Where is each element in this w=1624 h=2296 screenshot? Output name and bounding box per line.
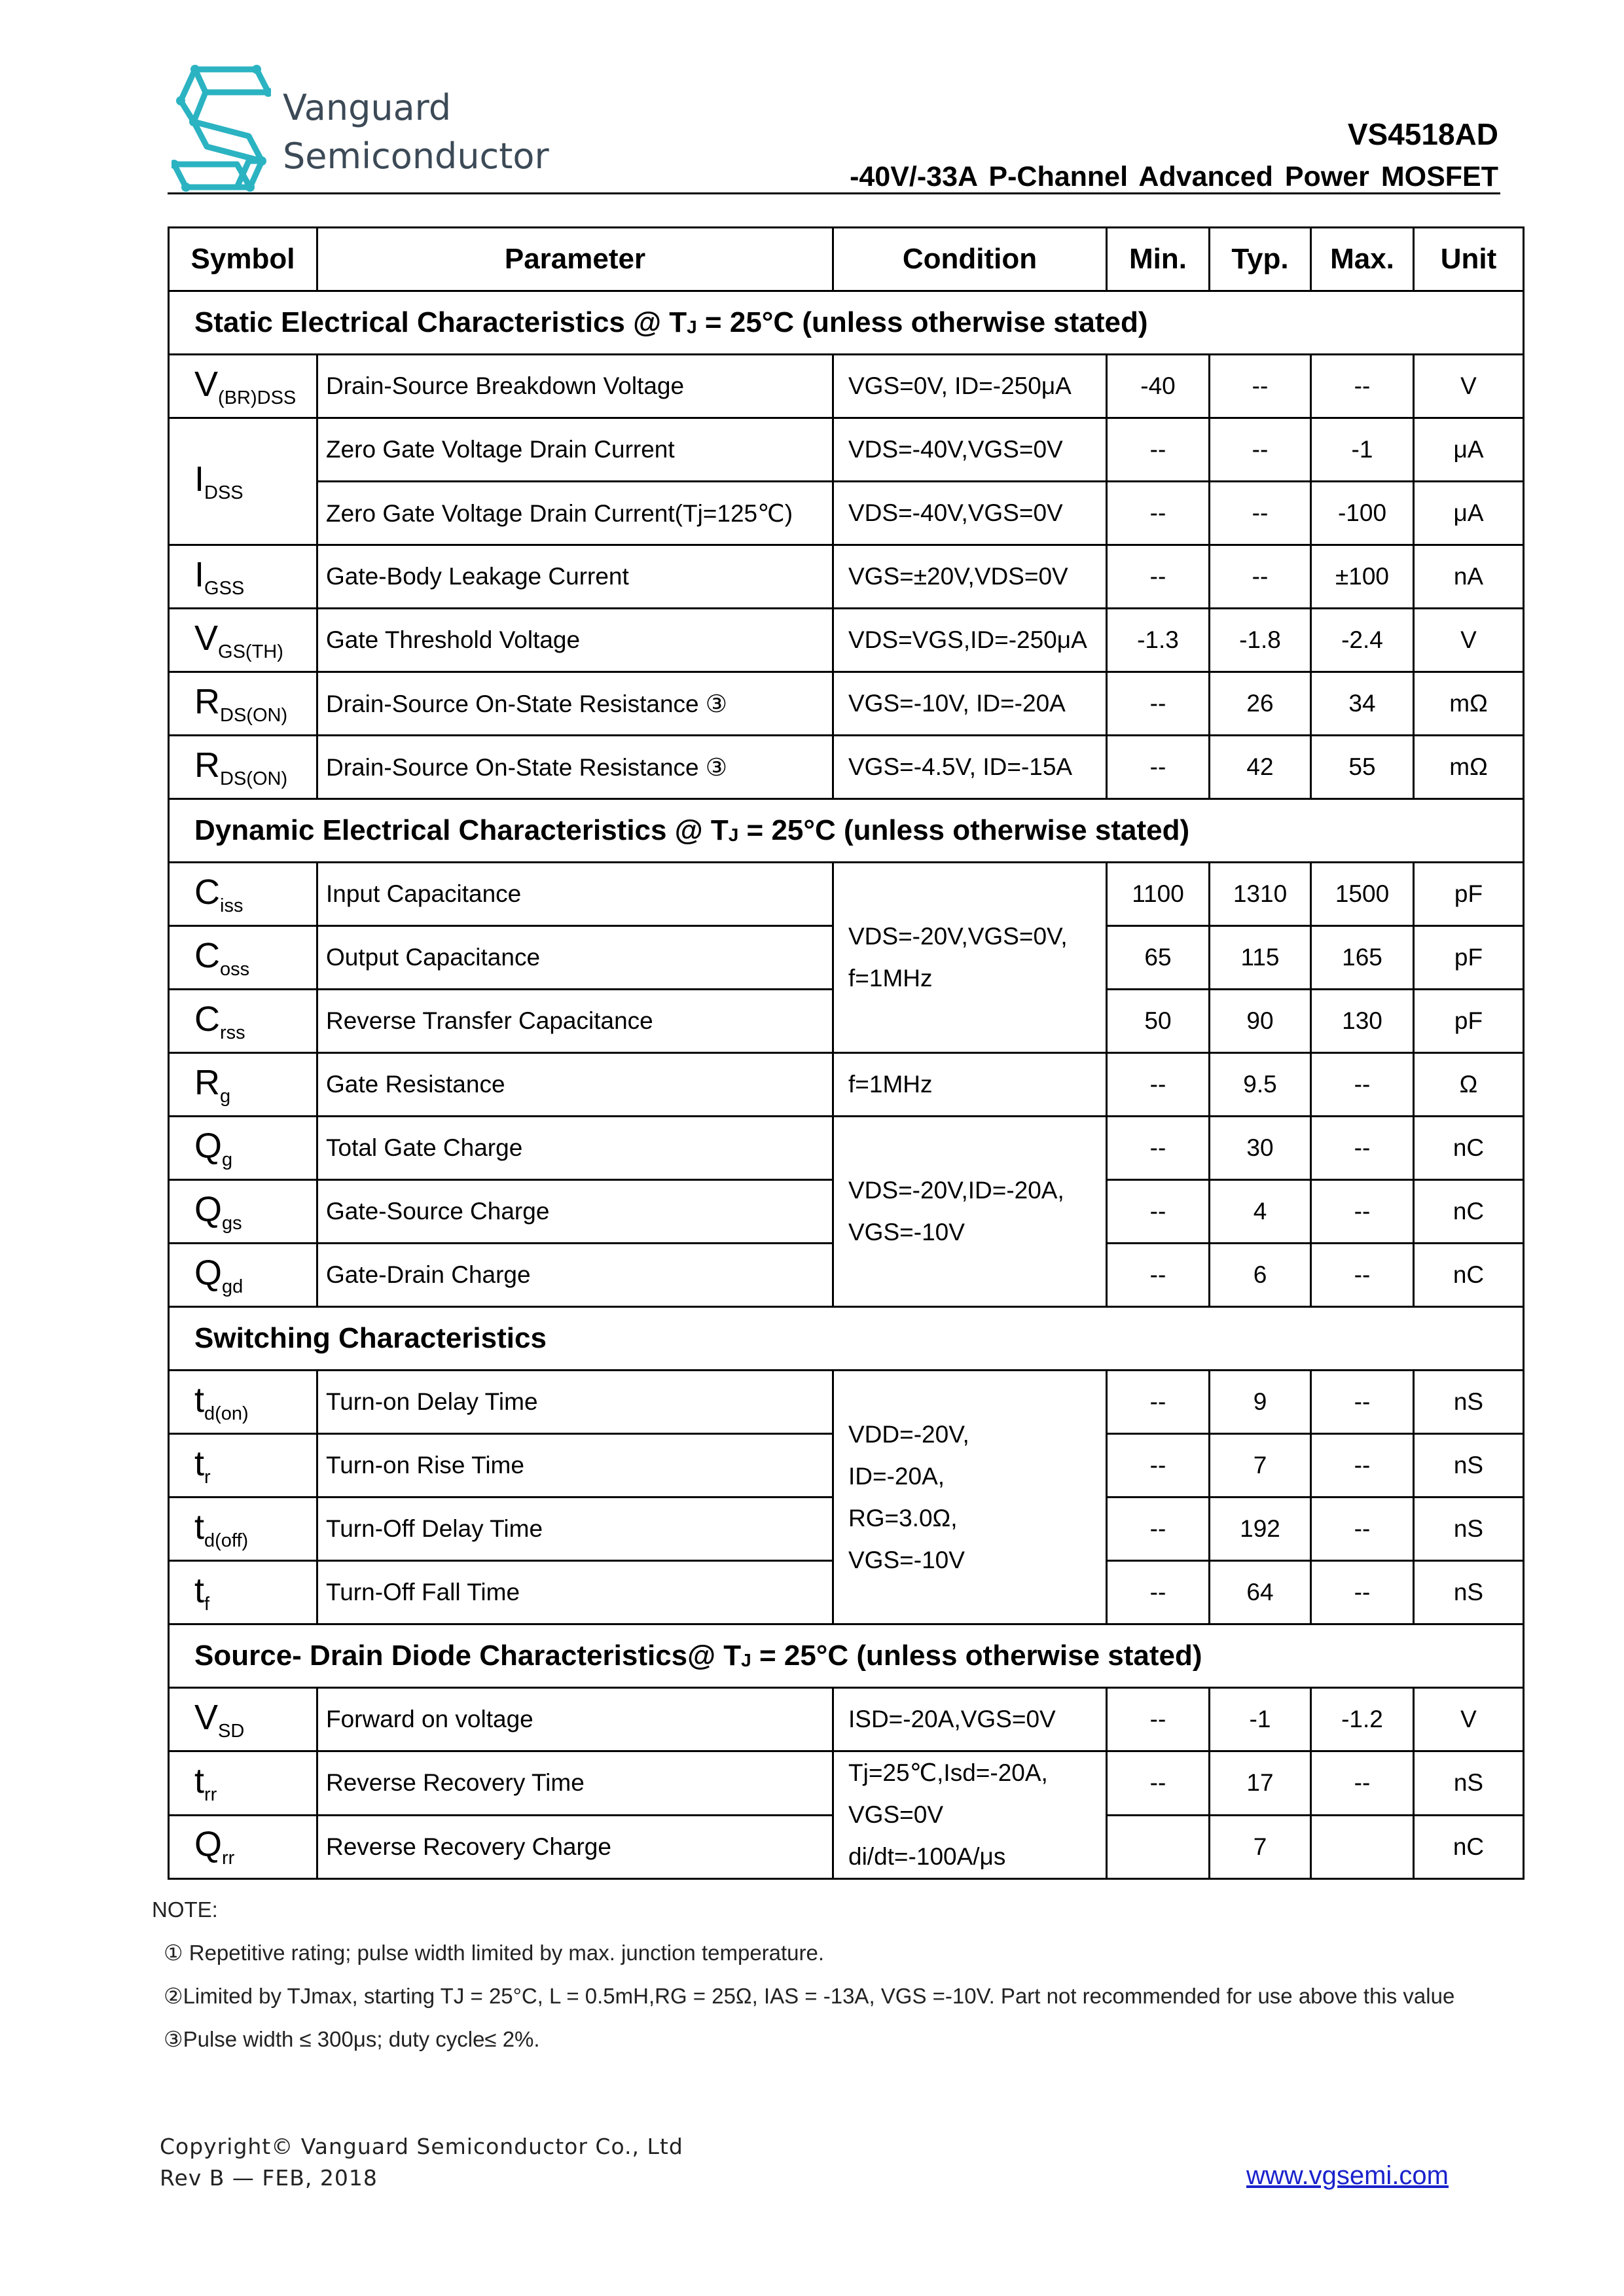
typ-cell: 17 xyxy=(1210,1751,1311,1816)
condition-cell xyxy=(833,1117,1107,1307)
typ-cell: 7 xyxy=(1210,1434,1311,1498)
symbol: t xyxy=(194,1443,205,1483)
min-cell: -- xyxy=(1107,1371,1210,1434)
table-row xyxy=(169,1688,1524,1751)
typ-cell: -- xyxy=(1210,545,1311,609)
company-name xyxy=(283,84,549,181)
condition-line: RG=3.0Ω, xyxy=(848,1504,958,1532)
condition-line: VGS=-10V xyxy=(848,1546,965,1573)
parameter-cell: Drain-Source Breakdown Voltage xyxy=(317,355,833,418)
symbol: t xyxy=(194,1570,205,1610)
symbol-subscript: iss xyxy=(220,895,244,916)
symbol: t xyxy=(194,1761,205,1801)
col-header-parameter: Parameter xyxy=(317,228,833,291)
symbol-subscript: oss xyxy=(220,958,250,980)
symbol-subscript: g xyxy=(222,1149,233,1170)
symbol-subscript: gs xyxy=(222,1212,242,1234)
symbol-subscript: DSS xyxy=(204,482,244,503)
condition-cell xyxy=(833,863,1107,1053)
vanguard-logo xyxy=(171,63,271,194)
section-text: = 25°C (unless otherwise stated) xyxy=(696,306,1148,338)
col-header-unit: Unit xyxy=(1414,228,1524,291)
min-cell: -- xyxy=(1107,418,1210,482)
symbol-cell xyxy=(169,1117,317,1180)
symbol-cell xyxy=(169,926,317,990)
symbol: I xyxy=(194,459,205,499)
symbol: V xyxy=(194,1697,219,1737)
max-cell: ±100 xyxy=(1311,545,1414,609)
typ-cell: 42 xyxy=(1210,736,1311,799)
symbol: Q xyxy=(194,1189,223,1229)
max-cell: 34 xyxy=(1311,672,1414,736)
typ-cell: 30 xyxy=(1210,1117,1311,1180)
max-cell: -- xyxy=(1311,1244,1414,1307)
parameter-cell: Gate Threshold Voltage xyxy=(317,609,833,672)
symbol: t xyxy=(194,1380,205,1420)
section-subscript: J xyxy=(728,825,739,845)
table-header-row xyxy=(169,228,1524,291)
document-subtitle: -40V/-33A P-Channel Advanced Power MOSFET xyxy=(850,161,1498,192)
symbol-cell xyxy=(169,672,317,736)
symbol-subscript: r xyxy=(204,1466,211,1488)
symbol-subscript: g xyxy=(220,1085,231,1107)
symbol: R xyxy=(194,1062,220,1102)
parameter-cell: Drain-Source On-State Resistance ③ xyxy=(317,736,833,799)
max-cell: -- xyxy=(1311,1371,1414,1434)
section-row-static xyxy=(169,291,1524,355)
table-row xyxy=(169,1751,1524,1816)
min-cell: -- xyxy=(1107,1561,1210,1624)
table-row xyxy=(169,1371,1524,1434)
table-row xyxy=(169,418,1524,482)
unit-cell: mΩ xyxy=(1414,736,1524,799)
note-1: ① Repetitive rating; pulse width limited by max. junction temperature. xyxy=(164,1941,825,1965)
condition-line: VGS=0V xyxy=(848,1801,944,1828)
max-cell: -- xyxy=(1311,1434,1414,1498)
symbol-cell xyxy=(169,1561,317,1624)
symbol-subscript: f xyxy=(204,1593,210,1615)
typ-cell: -- xyxy=(1210,355,1311,418)
company-name-line1: Vanguard xyxy=(283,87,452,128)
table-row xyxy=(169,609,1524,672)
condition-cell: f=1MHz xyxy=(833,1053,1107,1117)
symbol-subscript: (BR)DSS xyxy=(218,387,297,408)
section-row-switching xyxy=(169,1307,1524,1371)
symbol-subscript: DS(ON) xyxy=(220,768,288,789)
min-cell: 1100 xyxy=(1107,863,1210,926)
typ-cell: 6 xyxy=(1210,1244,1311,1307)
parameter-cell: Output Capacitance xyxy=(317,926,833,990)
typ-cell: 192 xyxy=(1210,1498,1311,1561)
min-cell: -- xyxy=(1107,736,1210,799)
symbol-subscript: DS(ON) xyxy=(220,704,288,726)
section-text: = 25°C (unless otherwise stated) xyxy=(751,1640,1202,1672)
unit-cell: Ω xyxy=(1414,1053,1524,1117)
max-cell: -- xyxy=(1311,1053,1414,1117)
parameter-cell: Drain-Source On-State Resistance ③ xyxy=(317,672,833,736)
parameter-cell: Zero Gate Voltage Drain Current xyxy=(317,418,833,482)
max-cell: -- xyxy=(1311,1117,1414,1180)
symbol: t xyxy=(194,1507,205,1547)
unit-cell: nS xyxy=(1414,1434,1524,1498)
website-link[interactable]: www.vgsemi.com xyxy=(1246,2161,1449,2190)
symbol: Q xyxy=(194,1126,223,1166)
min-cell: -- xyxy=(1107,1244,1210,1307)
table-row xyxy=(169,672,1524,736)
parameter-cell: Turn-on Delay Time xyxy=(317,1371,833,1434)
symbol-cell xyxy=(169,418,317,545)
symbol-cell xyxy=(169,609,317,672)
max-cell: -- xyxy=(1311,1751,1414,1816)
table-row xyxy=(169,355,1524,418)
symbol-subscript: rr xyxy=(222,1848,235,1869)
typ-cell: 9.5 xyxy=(1210,1053,1311,1117)
min-cell xyxy=(1107,1815,1210,1879)
symbol-subscript: SD xyxy=(218,1720,245,1742)
table-row xyxy=(169,545,1524,609)
symbol-cell xyxy=(169,1244,317,1307)
min-cell: -- xyxy=(1107,1053,1210,1117)
condition-line: di/dt=-100A/μs xyxy=(848,1843,1006,1870)
part-number: VS4518AD xyxy=(1347,117,1498,151)
section-title-diode xyxy=(169,1624,1524,1688)
section-text: Dynamic Electrical Characteristics @ T xyxy=(194,814,729,846)
symbol: C xyxy=(194,935,220,975)
condition-line: VDD=-20V, xyxy=(848,1420,969,1448)
condition-cell xyxy=(833,1371,1107,1624)
typ-cell: 7 xyxy=(1210,1815,1311,1879)
max-cell: -1.2 xyxy=(1311,1688,1414,1751)
symbol: C xyxy=(194,872,220,912)
condition-cell: VGS=0V, ID=-250μA xyxy=(833,355,1107,418)
section-text: Source- Drain Diode Characteristics@ T xyxy=(194,1640,742,1672)
symbol-subscript: d(on) xyxy=(204,1403,249,1424)
parameter-cell: Turn-Off Delay Time xyxy=(317,1498,833,1561)
section-row-dynamic xyxy=(169,799,1524,863)
revision: Rev B — FEB, 2018 xyxy=(160,2165,378,2191)
copyright: Copyright© Vanguard Semiconductor Co., Ltd xyxy=(160,2134,683,2159)
min-cell: -- xyxy=(1107,1434,1210,1498)
typ-cell: 115 xyxy=(1210,926,1311,990)
symbol-subscript: rss xyxy=(220,1022,245,1043)
unit-cell: nC xyxy=(1414,1180,1524,1244)
min-cell: -- xyxy=(1107,1498,1210,1561)
min-cell: -1.3 xyxy=(1107,609,1210,672)
symbol: I xyxy=(194,554,205,594)
notes-section xyxy=(152,1888,1454,2061)
parameter-cell: Gate Resistance xyxy=(317,1053,833,1117)
max-cell: -1 xyxy=(1311,418,1414,482)
unit-cell: μA xyxy=(1414,418,1524,482)
symbol: R xyxy=(194,745,220,785)
section-text: = 25°C (unless otherwise stated) xyxy=(738,814,1190,846)
unit-cell: nS xyxy=(1414,1561,1524,1624)
parameter-cell: Gate-Drain Charge xyxy=(317,1244,833,1307)
footer-info xyxy=(160,2131,683,2194)
unit-cell: nC xyxy=(1414,1117,1524,1180)
table-row xyxy=(169,1117,1524,1180)
min-cell: -40 xyxy=(1107,355,1210,418)
condition-line: VDS=-20V,ID=-20A, xyxy=(848,1177,1064,1204)
min-cell: -- xyxy=(1107,672,1210,736)
unit-cell: pF xyxy=(1414,990,1524,1053)
max-cell: 55 xyxy=(1311,736,1414,799)
section-subscript: J xyxy=(741,1650,751,1670)
condition-cell: ISD=-20A,VGS=0V xyxy=(833,1688,1107,1751)
max-cell xyxy=(1311,1815,1414,1879)
typ-cell: 1310 xyxy=(1210,863,1311,926)
note-2: ②Limited by TJmax, starting TJ = 25°C, L = 0.5mH,RG = 25Ω, IAS = -13A, VGS =-10V. Part not recommended for use above this value xyxy=(164,1984,1455,2008)
section-subscript: J xyxy=(687,317,697,337)
typ-cell: 4 xyxy=(1210,1180,1311,1244)
symbol: V xyxy=(194,618,219,658)
symbol-subscript: GSS xyxy=(204,577,245,599)
min-cell: -- xyxy=(1107,1117,1210,1180)
section-title-static xyxy=(169,291,1524,355)
symbol: C xyxy=(194,999,220,1039)
symbol-subscript: GS(TH) xyxy=(218,641,283,662)
symbol: V xyxy=(194,364,219,404)
unit-cell: μA xyxy=(1414,482,1524,545)
note-3: ③Pulse width ≤ 300μs; duty cycle≤ 2%. xyxy=(164,2027,540,2051)
electrical-characteristics-table xyxy=(168,226,1525,1880)
min-cell: -- xyxy=(1107,1688,1210,1751)
parameter-cell: Gate-Body Leakage Current xyxy=(317,545,833,609)
col-header-max: Max. xyxy=(1311,228,1414,291)
col-header-symbol: Symbol xyxy=(169,228,317,291)
parameter-cell: Input Capacitance xyxy=(317,863,833,926)
symbol: Q xyxy=(194,1825,223,1865)
unit-cell: nC xyxy=(1414,1244,1524,1307)
condition-cell: VGS=-10V, ID=-20A xyxy=(833,672,1107,736)
condition-cell: VDS=VGS,ID=-250μA xyxy=(833,609,1107,672)
unit-cell: nS xyxy=(1414,1751,1524,1816)
unit-cell: pF xyxy=(1414,863,1524,926)
section-title-dynamic xyxy=(169,799,1524,863)
max-cell: 130 xyxy=(1311,990,1414,1053)
max-cell: 1500 xyxy=(1311,863,1414,926)
unit-cell: mΩ xyxy=(1414,672,1524,736)
unit-cell: V xyxy=(1414,355,1524,418)
condition-cell: VDS=-40V,VGS=0V xyxy=(833,482,1107,545)
symbol-subscript: rr xyxy=(204,1784,217,1805)
parameter-cell: Gate-Source Charge xyxy=(317,1180,833,1244)
max-cell: -- xyxy=(1311,1180,1414,1244)
unit-cell: pF xyxy=(1414,926,1524,990)
symbol-cell xyxy=(169,1751,317,1816)
condition-cell: VGS=-4.5V, ID=-15A xyxy=(833,736,1107,799)
symbol: Q xyxy=(194,1253,223,1293)
condition-line: Tj=25℃,Isd=-20A, xyxy=(848,1759,1048,1786)
condition-line: VDS=-20V,VGS=0V, xyxy=(848,923,1068,950)
unit-cell: nS xyxy=(1414,1371,1524,1434)
section-row-diode xyxy=(169,1624,1524,1688)
min-cell: 65 xyxy=(1107,926,1210,990)
typ-cell: 90 xyxy=(1210,990,1311,1053)
table-row xyxy=(169,1053,1524,1117)
symbol-cell xyxy=(169,1434,317,1498)
typ-cell: -- xyxy=(1210,482,1311,545)
condition-line: VGS=-10V xyxy=(848,1219,965,1246)
condition-cell: VDS=-40V,VGS=0V xyxy=(833,418,1107,482)
table-row xyxy=(169,736,1524,799)
symbol-cell xyxy=(169,736,317,799)
notes-title: NOTE: xyxy=(152,1897,218,1922)
parameter-cell: Reverse Transfer Capacitance xyxy=(317,990,833,1053)
col-header-condition: Condition xyxy=(833,228,1107,291)
max-cell: 165 xyxy=(1311,926,1414,990)
parameter-cell: Forward on voltage xyxy=(317,1688,833,1751)
table-row xyxy=(169,863,1524,926)
symbol-subscript: d(off) xyxy=(204,1530,249,1551)
typ-cell: -- xyxy=(1210,418,1311,482)
symbol-cell xyxy=(169,545,317,609)
min-cell: -- xyxy=(1107,1180,1210,1244)
unit-cell: V xyxy=(1414,609,1524,672)
typ-cell: 64 xyxy=(1210,1561,1311,1624)
max-cell: -100 xyxy=(1311,482,1414,545)
typ-cell: 26 xyxy=(1210,672,1311,736)
symbol-cell xyxy=(169,863,317,926)
min-cell: -- xyxy=(1107,1751,1210,1816)
min-cell: -- xyxy=(1107,545,1210,609)
parameter-cell: Turn-on Rise Time xyxy=(317,1434,833,1498)
condition-line: ID=-20A, xyxy=(848,1462,945,1490)
symbol-cell xyxy=(169,355,317,418)
symbol: R xyxy=(194,681,220,721)
symbol-cell xyxy=(169,1688,317,1751)
parameter-cell: Total Gate Charge xyxy=(317,1117,833,1180)
condition-cell: VGS=±20V,VDS=0V xyxy=(833,545,1107,609)
header-divider xyxy=(168,192,1500,194)
unit-cell: nA xyxy=(1414,545,1524,609)
symbol-cell xyxy=(169,1815,317,1879)
unit-cell: nC xyxy=(1414,1815,1524,1879)
parameter-cell: Reverse Recovery Time xyxy=(317,1751,833,1816)
company-name-line2: Semiconductor xyxy=(283,135,549,177)
condition-line: f=1MHz xyxy=(848,965,933,992)
symbol-cell xyxy=(169,1498,317,1561)
section-text: Static Electrical Characteristics @ T xyxy=(194,306,687,338)
symbol-cell xyxy=(169,1053,317,1117)
table-row xyxy=(169,482,1524,545)
parameter-cell: Reverse Recovery Charge xyxy=(317,1815,833,1879)
parameter-cell: Turn-Off Fall Time xyxy=(317,1561,833,1624)
max-cell: -2.4 xyxy=(1311,609,1414,672)
condition-cell xyxy=(833,1751,1107,1879)
symbol-cell xyxy=(169,1371,317,1434)
min-cell: -- xyxy=(1107,482,1210,545)
unit-cell: nS xyxy=(1414,1498,1524,1561)
symbol-cell xyxy=(169,990,317,1053)
max-cell: -- xyxy=(1311,1561,1414,1624)
parameter-cell: Zero Gate Voltage Drain Current(Tj=125℃) xyxy=(317,482,833,545)
section-title-switching: Switching Characteristics xyxy=(169,1307,1524,1371)
unit-cell: V xyxy=(1414,1688,1524,1751)
typ-cell: -1 xyxy=(1210,1688,1311,1751)
max-cell: -- xyxy=(1311,1498,1414,1561)
symbol-cell xyxy=(169,1180,317,1244)
symbol-subscript: gd xyxy=(222,1276,244,1297)
typ-cell: 9 xyxy=(1210,1371,1311,1434)
max-cell: -- xyxy=(1311,355,1414,418)
col-header-typ: Typ. xyxy=(1210,228,1311,291)
col-header-min: Min. xyxy=(1107,228,1210,291)
typ-cell: -1.8 xyxy=(1210,609,1311,672)
min-cell: 50 xyxy=(1107,990,1210,1053)
